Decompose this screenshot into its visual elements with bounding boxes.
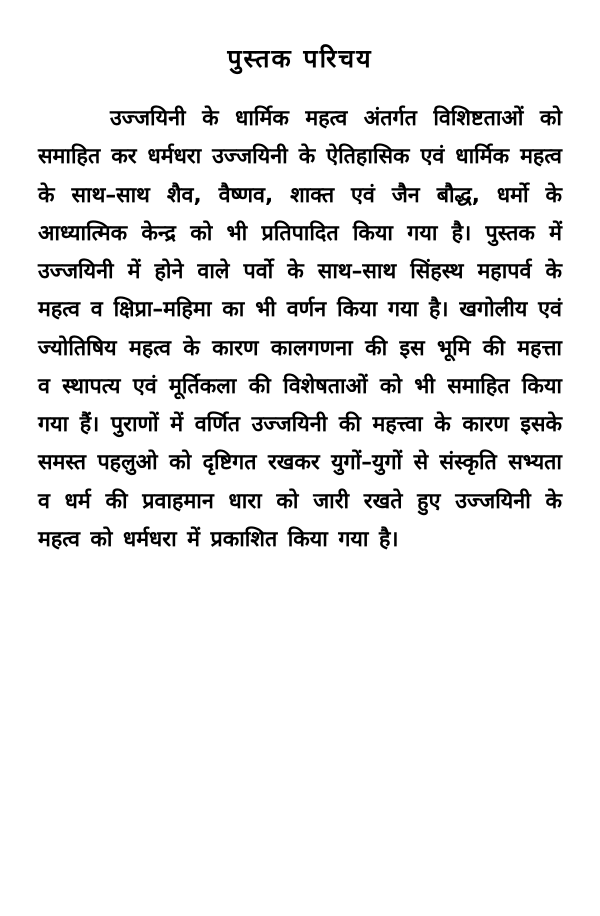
document-body <box>38 100 562 559</box>
body-paragraph: उज्जयिनी के धार्मिक महत्व अंतर्गत विशिष्टताओं को समाहित कर धर्मधरा उज्जयिनी के ऐतिहासिक एवं धार्मिक महत्व के साथ–साथ शैव, वैष्णव, शाक्त एवं जैन बौद्ध, धर्मो के आध्यात्मिक केन्द्र को भी प्रतिपादित किया गया है। पुस्तक में उज्जयिनी में होने वाले पर्वो के साथ–साथ सिंहस्थ महापर्व के महत्व व क्षिप्रा–महिमा का भी वर्णन किया गया है। खगोलीय एवं ज्योतिषिय महत्व के कारण कालगणना की इस भूमि की महत्ता व स्थापत्य एवं मूर्तिकला की विशेषताओं को भी समाहित किया गया हैं। पुराणों में वर्णित उज्जयिनी की महत्त्वा के कारण इसके समस्त पहलुओ को दृष्टिगत रखकर युगों–युगों से संस्कृति सभ्यता व धर्म की प्रवाहमान धारा को जारी रखते हुए उज्जयिनी के महत्व को धर्मधरा में प्रकाशित किया गया है। <box>38 106 562 552</box>
page-title: पुस्तक परिचय <box>227 44 373 73</box>
